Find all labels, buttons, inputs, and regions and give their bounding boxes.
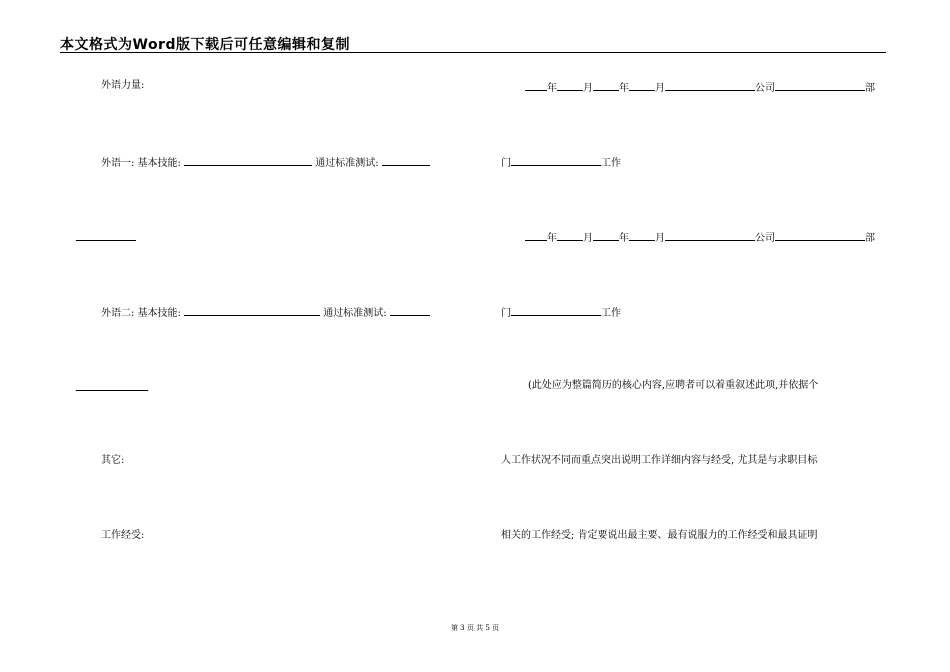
year-label: 年 <box>547 83 557 94</box>
end-year-blank <box>593 80 619 91</box>
company-label: 公司 <box>755 83 775 94</box>
work-label: 工作 <box>601 308 621 319</box>
month-label: 月 <box>655 233 665 244</box>
end-month-blank <box>629 80 655 91</box>
start-year-blank <box>525 80 547 91</box>
position-blank <box>511 155 601 166</box>
company-blank <box>665 80 755 91</box>
lang1-test-blank <box>382 155 430 166</box>
total-page-number: 5 <box>485 624 490 632</box>
lang2-test-label: 通过标准测试: <box>323 308 387 319</box>
other-heading: 其它: <box>101 455 125 466</box>
current-page-number: 3 <box>460 624 465 632</box>
lang2-skill-label: 外语二: 基本技能: <box>101 308 181 319</box>
header-divider <box>60 52 886 53</box>
department-blank <box>775 80 865 91</box>
year-label: 年 <box>619 83 629 94</box>
start-month-blank <box>557 80 583 91</box>
lang2-test-blank <box>390 305 430 316</box>
lang1-continuation-blank <box>76 230 136 241</box>
footer-total-suffix: 页 <box>492 624 500 632</box>
month-label: 月 <box>583 233 593 244</box>
start-year-blank <box>525 230 547 241</box>
department-label-cont: 门 <box>501 158 511 169</box>
work-label: 工作 <box>601 158 621 169</box>
department-label: 部 <box>865 233 875 244</box>
month-label: 月 <box>583 83 593 94</box>
footer-total-prefix: 共 <box>476 624 484 632</box>
month-label: 月 <box>655 83 665 94</box>
company-blank <box>665 230 755 241</box>
lang2-skill-blank <box>184 305 320 316</box>
footer-page-suffix: 页 <box>466 624 474 632</box>
experience-entry-2-dates <box>525 230 875 245</box>
experience-entry-1-dates <box>525 80 875 95</box>
department-blank <box>775 230 865 241</box>
department-label: 部 <box>865 83 875 94</box>
lang1-test-label: 通过标准测试: <box>315 158 379 169</box>
year-label: 年 <box>547 233 557 244</box>
work-experience-heading: 工作经受: <box>101 530 145 541</box>
lang2-continuation-blank <box>76 380 148 391</box>
foreign-language-2-line <box>101 305 430 320</box>
header-title: 本文格式为Word版下载后可任意编辑和复制 <box>60 37 350 53</box>
position-blank <box>511 305 601 316</box>
end-month-blank <box>629 230 655 241</box>
lang1-skill-label: 外语一: 基本技能: <box>101 158 181 169</box>
start-month-blank <box>557 230 583 241</box>
foreign-language-heading: 外语力量: <box>101 80 145 91</box>
footer-page-prefix: 第 <box>450 624 458 632</box>
end-year-blank <box>593 230 619 241</box>
page-footer <box>0 624 950 633</box>
experience-entry-1-role <box>501 155 621 170</box>
company-label: 公司 <box>755 233 775 244</box>
note-line-1: (此处应为整篇简历的核心内容,应聘者可以着重叙述此项,并依据个 <box>528 380 819 391</box>
note-line-3: 相关的工作经受; 肯定要说出最主要、最有说服力的工作经受和最具证明 <box>501 530 818 541</box>
lang1-skill-blank <box>184 155 312 166</box>
note-line-2: 人工作状况不同而重点突出说明工作详细内容与经受, 尤其是与求职目标 <box>501 455 818 466</box>
year-label: 年 <box>619 233 629 244</box>
experience-entry-2-role <box>501 305 621 320</box>
department-label-cont: 门 <box>501 308 511 319</box>
lang2-continuation-line <box>76 380 148 395</box>
lang1-continuation-line <box>76 230 136 245</box>
foreign-language-1-line <box>101 155 430 170</box>
